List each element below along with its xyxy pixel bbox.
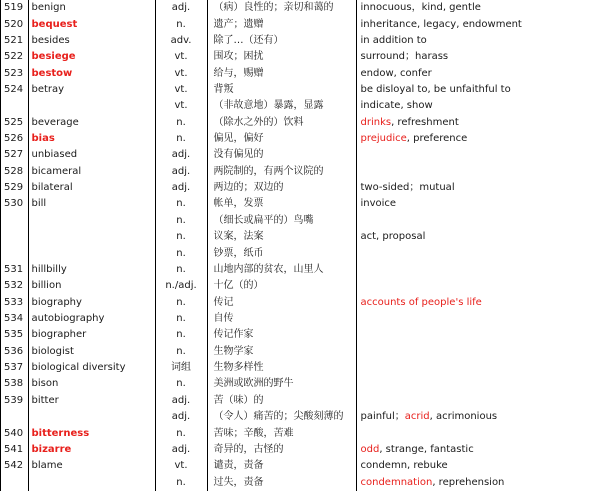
chinese-definition: （非故意地）暴露，显露: [207, 98, 356, 114]
chinese-definition: 传记: [207, 294, 356, 310]
entry-number: 520: [1, 16, 28, 32]
english-synonyms: [356, 442, 600, 458]
headword: besiege: [28, 49, 155, 65]
synonym-text: indicate, show: [360, 100, 433, 112]
headword: bitter: [28, 393, 155, 409]
headword: [28, 409, 155, 425]
english-synonyms: [356, 278, 600, 294]
part-of-speech: vt.: [155, 98, 207, 114]
headword: biographer: [28, 327, 155, 343]
entry-number: [1, 213, 28, 229]
entry-number: 532: [1, 278, 28, 294]
english-synonyms: [356, 131, 600, 147]
part-of-speech: vt.: [155, 82, 207, 98]
headword: bison: [28, 376, 155, 392]
part-of-speech: n./adj.: [155, 278, 207, 294]
chinese-definition: 议案，法案: [207, 229, 356, 245]
vocab-row: [1, 344, 600, 360]
entry-number: 522: [1, 49, 28, 65]
headword: bizarre: [28, 442, 155, 458]
vocab-row: [1, 0, 600, 16]
part-of-speech: n.: [155, 213, 207, 229]
entry-number: 538: [1, 376, 28, 392]
english-synonyms: [356, 82, 600, 98]
headword: bitterness: [28, 425, 155, 441]
vocab-row: [1, 229, 600, 245]
english-synonyms: [356, 0, 600, 16]
highlighted-synonym: odd: [360, 443, 380, 455]
synonym-text: invoice: [360, 198, 397, 210]
chinese-definition: 传记作家: [207, 327, 356, 343]
english-synonyms: [356, 393, 600, 409]
synonym-text: , strange, fantastic: [379, 443, 474, 455]
entry-number: 524: [1, 82, 28, 98]
headword: blame: [28, 458, 155, 474]
highlighted-synonym: prejudice: [360, 133, 407, 145]
headword: billion: [28, 278, 155, 294]
highlighted-synonym: accounts of people's life: [360, 296, 482, 308]
headword: benign: [28, 0, 155, 16]
part-of-speech: n.: [155, 425, 207, 441]
part-of-speech: n.: [155, 229, 207, 245]
headword: biography: [28, 294, 155, 310]
part-of-speech: adj.: [155, 164, 207, 180]
headword: unbiased: [28, 147, 155, 163]
synonym-text: inheritance, legacy, endowment: [360, 18, 522, 30]
synonym-text: innocuous，kind, gentle: [360, 2, 481, 14]
part-of-speech: n.: [155, 262, 207, 278]
vocab-row: [1, 294, 600, 310]
synonym-text: be disloyal to, be unfaithful to: [360, 83, 511, 95]
english-synonyms: [356, 98, 600, 114]
headword: bill: [28, 196, 155, 212]
entry-number: 536: [1, 344, 28, 360]
synonym-text: , acrimonious: [429, 411, 498, 423]
vocab-row: [1, 115, 600, 131]
part-of-speech: vt.: [155, 49, 207, 65]
part-of-speech: n.: [155, 115, 207, 131]
headword: bilateral: [28, 180, 155, 196]
entry-number: [1, 409, 28, 425]
chinese-definition: 美洲或欧洲的野牛: [207, 376, 356, 392]
vocab-row: [1, 33, 600, 49]
english-synonyms: [356, 229, 600, 245]
entry-number: 542: [1, 458, 28, 474]
highlighted-synonym: drinks: [360, 116, 392, 128]
chinese-definition: 偏见，偏好: [207, 131, 356, 147]
entry-number: [1, 245, 28, 261]
chinese-definition: 两院制的，有两个议院的: [207, 164, 356, 180]
highlighted-synonym: acrid: [404, 411, 430, 423]
part-of-speech: adj.: [155, 180, 207, 196]
english-synonyms: [356, 180, 600, 196]
synonym-text: , preference: [406, 133, 468, 145]
vocab-row: [1, 474, 600, 490]
english-synonyms: [356, 425, 600, 441]
english-synonyms: [356, 294, 600, 310]
part-of-speech: n.: [155, 16, 207, 32]
headword: biological diversity: [28, 360, 155, 376]
part-of-speech: n.: [155, 376, 207, 392]
part-of-speech: n.: [155, 327, 207, 343]
vocab-row: [1, 98, 600, 114]
headword: bestow: [28, 65, 155, 81]
chinese-definition: 除了…（还有）: [207, 33, 356, 49]
entry-number: 540: [1, 425, 28, 441]
part-of-speech: adj.: [155, 442, 207, 458]
entry-number: 539: [1, 393, 28, 409]
part-of-speech: n.: [155, 131, 207, 147]
synonym-text: in addition to: [360, 34, 427, 46]
synonym-text: surround；harass: [360, 51, 449, 63]
english-synonyms: [356, 164, 600, 180]
entry-number: 537: [1, 360, 28, 376]
english-synonyms: [356, 311, 600, 327]
synonym-text: , refreshment: [391, 116, 459, 128]
vocab-row: [1, 196, 600, 212]
chinese-definition: 山地内部的贫农，山里人: [207, 262, 356, 278]
entry-number: 528: [1, 164, 28, 180]
chinese-definition: 钞票，纸币: [207, 245, 356, 261]
synonym-text: condemn, rebuke: [360, 460, 448, 472]
entry-number: 534: [1, 311, 28, 327]
chinese-definition: 给与，赐赠: [207, 65, 356, 81]
english-synonyms: [356, 147, 600, 163]
entry-number: 535: [1, 327, 28, 343]
english-synonyms: [356, 344, 600, 360]
headword: bias: [28, 131, 155, 147]
part-of-speech: adj.: [155, 393, 207, 409]
part-of-speech: 词组: [155, 360, 207, 376]
vocab-row: [1, 164, 600, 180]
headword: [28, 474, 155, 490]
vocab-row: [1, 311, 600, 327]
entry-number: 529: [1, 180, 28, 196]
vocab-row: [1, 458, 600, 474]
english-synonyms: [356, 196, 600, 212]
english-synonyms: [356, 327, 600, 343]
part-of-speech: n.: [155, 294, 207, 310]
chinese-definition: 生物学家: [207, 344, 356, 360]
headword: besides: [28, 33, 155, 49]
chinese-definition: 遗产；遗赠: [207, 16, 356, 32]
part-of-speech: n.: [155, 196, 207, 212]
entry-number: 530: [1, 196, 28, 212]
entry-number: [1, 229, 28, 245]
vocab-row: [1, 147, 600, 163]
chinese-definition: 奇异的，古怪的: [207, 442, 356, 458]
chinese-definition: （除水之外的）饮料: [207, 115, 356, 131]
chinese-definition: 苦味；辛酸，苦难: [207, 425, 356, 441]
chinese-definition: 十亿（的）: [207, 278, 356, 294]
chinese-definition: 围攻；困扰: [207, 49, 356, 65]
headword: [28, 98, 155, 114]
entry-number: 521: [1, 33, 28, 49]
headword: beverage: [28, 115, 155, 131]
part-of-speech: adv.: [155, 33, 207, 49]
vocab-row: [1, 425, 600, 441]
chinese-definition: 苦（味）的: [207, 393, 356, 409]
entry-number: [1, 98, 28, 114]
part-of-speech: n.: [155, 311, 207, 327]
english-synonyms: [356, 49, 600, 65]
synonym-text: painful；: [360, 411, 405, 423]
synonym-text: , reprehension: [432, 476, 505, 488]
english-synonyms: [356, 33, 600, 49]
part-of-speech: n.: [155, 245, 207, 261]
headword: bequest: [28, 16, 155, 32]
english-synonyms: [356, 65, 600, 81]
headword: betray: [28, 82, 155, 98]
entry-number: 527: [1, 147, 28, 163]
headword: autobiography: [28, 311, 155, 327]
headword: [28, 245, 155, 261]
vocab-row: [1, 65, 600, 81]
chinese-definition: 自传: [207, 311, 356, 327]
headword: biologist: [28, 344, 155, 360]
chinese-definition: 帐单，发票: [207, 196, 356, 212]
part-of-speech: vt.: [155, 65, 207, 81]
chinese-definition: 两边的；双边的: [207, 180, 356, 196]
english-synonyms: [356, 376, 600, 392]
vocab-row: [1, 376, 600, 392]
english-synonyms: [356, 360, 600, 376]
synonym-text: two-sided；mutual: [360, 182, 455, 194]
headword: [28, 229, 155, 245]
english-synonyms: [356, 409, 600, 425]
part-of-speech: vt.: [155, 458, 207, 474]
entry-number: 523: [1, 65, 28, 81]
chinese-definition: （令人）痛苦的；尖酸刻薄的: [207, 409, 356, 425]
english-synonyms: [356, 213, 600, 229]
vocab-row: [1, 16, 600, 32]
chinese-definition: 过失，责备: [207, 474, 356, 490]
headword: hillbilly: [28, 262, 155, 278]
vocab-row: [1, 82, 600, 98]
english-synonyms: [356, 16, 600, 32]
entry-number: 525: [1, 115, 28, 131]
part-of-speech: adj.: [155, 0, 207, 16]
vocab-row: [1, 213, 600, 229]
chinese-definition: （细长或扁平的）鸟嘴: [207, 213, 356, 229]
vocab-row: [1, 180, 600, 196]
vocabulary-table-body: [1, 0, 600, 491]
vocab-row: [1, 245, 600, 261]
vocab-row: [1, 409, 600, 425]
english-synonyms: [356, 262, 600, 278]
part-of-speech: n.: [155, 344, 207, 360]
chinese-definition: （病）良性的；亲切和蔼的: [207, 0, 356, 16]
vocabulary-table: [1, 0, 600, 491]
entry-number: 526: [1, 131, 28, 147]
chinese-definition: 没有偏见的: [207, 147, 356, 163]
chinese-definition: 背叛: [207, 82, 356, 98]
part-of-speech: adj.: [155, 147, 207, 163]
entry-number: 519: [1, 0, 28, 16]
english-synonyms: [356, 474, 600, 490]
synonym-text: endow, confer: [360, 67, 432, 79]
synonym-text: act, proposal: [360, 231, 426, 243]
vocab-row: [1, 360, 600, 376]
part-of-speech: n.: [155, 474, 207, 490]
vocab-row: [1, 278, 600, 294]
entry-number: [1, 474, 28, 490]
vocab-row: [1, 442, 600, 458]
headword: [28, 213, 155, 229]
english-synonyms: [356, 115, 600, 131]
english-synonyms: [356, 458, 600, 474]
english-synonyms: [356, 245, 600, 261]
chinese-definition: 谴责，责备: [207, 458, 356, 474]
entry-number: 541: [1, 442, 28, 458]
entry-number: 533: [1, 294, 28, 310]
vocab-row: [1, 131, 600, 147]
chinese-definition: 生物多样性: [207, 360, 356, 376]
entry-number: 531: [1, 262, 28, 278]
vocab-row: [1, 327, 600, 343]
part-of-speech: adj.: [155, 409, 207, 425]
vocab-row: [1, 49, 600, 65]
vocab-row: [1, 262, 600, 278]
highlighted-synonym: condemnation: [360, 476, 433, 488]
vocab-row: [1, 393, 600, 409]
headword: bicameral: [28, 164, 155, 180]
